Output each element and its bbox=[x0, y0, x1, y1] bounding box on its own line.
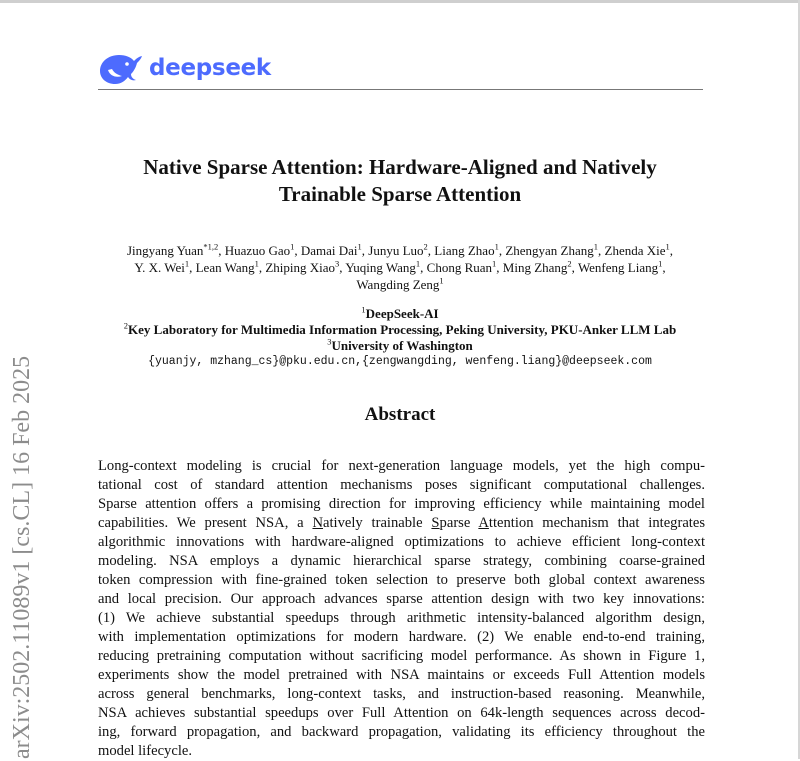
author-line-2: Y. X. Wei$^1$, Lean Wang$^1$, Zhiping Xiao$^3$, Yuqing Wang$^1$, Chong Ruan$^1$, Ming Zhang$^2$, Wenfeng Liang$^1$, bbox=[134, 258, 666, 275]
author-name: Yuqing Wang bbox=[345, 260, 416, 275]
abstract-line: ing, forward propagation, and backward propagation, validating its efficiency throughout the bbox=[98, 724, 705, 740]
logo-wordmark: deepseek bbox=[149, 55, 271, 81]
author-affiliation-mark: 2 bbox=[423, 241, 428, 252]
author-affiliation-mark: 1 bbox=[290, 241, 295, 252]
affiliation-2-name: Key Laboratory for Multimedia Information Processing, Peking University, PKU-Anker LLM Lab bbox=[128, 322, 677, 337]
author-name: Huazuo Gao bbox=[224, 243, 291, 258]
paper-title bbox=[60, 154, 740, 208]
author-line-1: Jingyang Yuan$^{*1,2}$, Huazuo Gao$^1$, Damai Dai$^1$, Junyu Luo$^2$, Liang Zhao$^1$, Zhengyan Zhang$^1$, Zhenda Xie$^1$, bbox=[126, 241, 674, 258]
author-name: Zhenda Xie bbox=[604, 243, 666, 258]
author-line-3 bbox=[80, 276, 720, 293]
abstract-line: NSA achieves substantial speedups over Full Attention on 64k-length sequences across decod- bbox=[98, 705, 705, 721]
author-name: Damai Dai bbox=[300, 243, 358, 258]
affiliation-1-name: DeepSeek-AI bbox=[365, 306, 439, 321]
author-name: Ming Zhang bbox=[502, 260, 568, 275]
author-name: Zhiping Xiao bbox=[265, 260, 336, 275]
abstract-heading: Abstract bbox=[364, 404, 436, 425]
viewer-top-border bbox=[0, 0, 800, 3]
abstract-line: modeling. NSA employs a dynamic hierarchical sparse strategy, combining coarse-grained bbox=[98, 553, 705, 569]
author-name: Chong Ruan bbox=[426, 260, 493, 275]
author-affiliation-mark: 1 bbox=[665, 241, 670, 252]
abstract-line: experiments show the model pretrained with NSA maintains or exceeds Full Attention models bbox=[98, 667, 705, 683]
author-affiliation-mark: 1 bbox=[439, 275, 444, 286]
author-affiliation-mark: 1 bbox=[658, 258, 663, 269]
author-list bbox=[80, 242, 720, 293]
underlined-initial: N bbox=[312, 515, 324, 531]
abstract-line: and local precision. Our approach advances sparse attention design with two key innovations: bbox=[98, 591, 705, 607]
underlined-initial: A bbox=[478, 515, 489, 531]
abstract-line: (1) We achieve substantial speedups through arithmetic intensity-balanced algorithm design, bbox=[98, 610, 705, 626]
author-affiliation-mark: 1 bbox=[494, 241, 499, 252]
author-affiliation-mark: 1 bbox=[184, 258, 190, 269]
affiliation-3-mark: 3 bbox=[327, 336, 332, 347]
author-affiliation-mark: 1 bbox=[357, 241, 362, 252]
author-affiliation-mark: 1 bbox=[415, 258, 421, 269]
affiliation-2 bbox=[60, 322, 740, 338]
title-line-1: Native Sparse Attention: Hardware-Aligned and Natively bbox=[143, 155, 657, 179]
author-name: Junyu Luo bbox=[368, 243, 424, 258]
arxiv-stamp: arXiv:2502.11089v1 [cs.CL] 16 Feb 2025 bbox=[9, 355, 35, 759]
affiliation-3 bbox=[60, 338, 740, 354]
abstract-line: with implementation optimizations for modern hardware. (2) We enable end-to-end training, bbox=[98, 629, 705, 645]
author-affiliation-mark: 1 bbox=[593, 241, 599, 252]
author-name: Jingyang Yuan bbox=[126, 243, 204, 258]
author-affiliation-mark: *1,2 bbox=[203, 241, 219, 252]
author-name: Liang Zhao bbox=[434, 243, 495, 258]
deepseek-logo bbox=[98, 48, 271, 88]
author-affiliation-mark: 2 bbox=[567, 258, 572, 269]
affiliation-3-name: University of Washington bbox=[331, 338, 473, 353]
whale-icon bbox=[98, 50, 144, 86]
abstract-line: reducing pretraining computation without sacrificing model performance. As shown in Figure 1, bbox=[98, 648, 705, 664]
email-addresses: {yuanjy, mzhang_cs}@pku.edu.cn,{zengwangding, wenfeng.liang}@deepseek.com bbox=[148, 355, 652, 368]
title-line-2: Trainable Sparse Attention bbox=[278, 182, 522, 206]
author-name: Zhengyan Zhang bbox=[505, 243, 594, 258]
author-name: Wenfeng Liang bbox=[577, 260, 659, 275]
affiliation-2-mark: 2 bbox=[123, 320, 129, 331]
affiliation-list bbox=[60, 306, 740, 354]
author-affiliation-mark: 1 bbox=[254, 258, 259, 269]
affiliation-1 bbox=[60, 306, 740, 322]
author-name: Wangding Zeng bbox=[356, 277, 440, 292]
abstract-line: algorithmic innovations with hardware-aligned optimizations to achieve efficient long-context bbox=[98, 534, 705, 550]
author-name: Lean Wang bbox=[195, 260, 255, 275]
abstract-line: capabilities. We present NSA, a Natively trainable Sparse Attention mechanism that integrates bbox=[98, 515, 706, 531]
abstract-line: Long-context modeling is crucial for next-generation language models, yet the high compu- bbox=[98, 458, 705, 474]
abstract-line: across general benchmarks, long-context tasks, and instruction-based reasoning. Meanwhile, bbox=[98, 686, 705, 702]
abstract-line: token compression with fine-grained token selection to preserve both global context awareness bbox=[98, 572, 705, 588]
header-rule bbox=[98, 89, 703, 90]
abstract-body bbox=[98, 457, 705, 761]
abstract-line: tational cost of standard attention mechanisms poses significant computational challenges. bbox=[98, 477, 705, 493]
author-affiliation-mark: 3 bbox=[335, 258, 340, 269]
abstract-line: model lifecycle. bbox=[98, 743, 193, 759]
abstract-line: Sparse attention offers a promising direction for improving efficiency while maintaining model bbox=[98, 496, 705, 512]
author-name: Y. X. Wei bbox=[134, 260, 185, 275]
author-affiliation-mark: 1 bbox=[492, 258, 497, 269]
underlined-initial: S bbox=[431, 515, 440, 531]
affiliation-1-mark: 1 bbox=[361, 304, 366, 315]
